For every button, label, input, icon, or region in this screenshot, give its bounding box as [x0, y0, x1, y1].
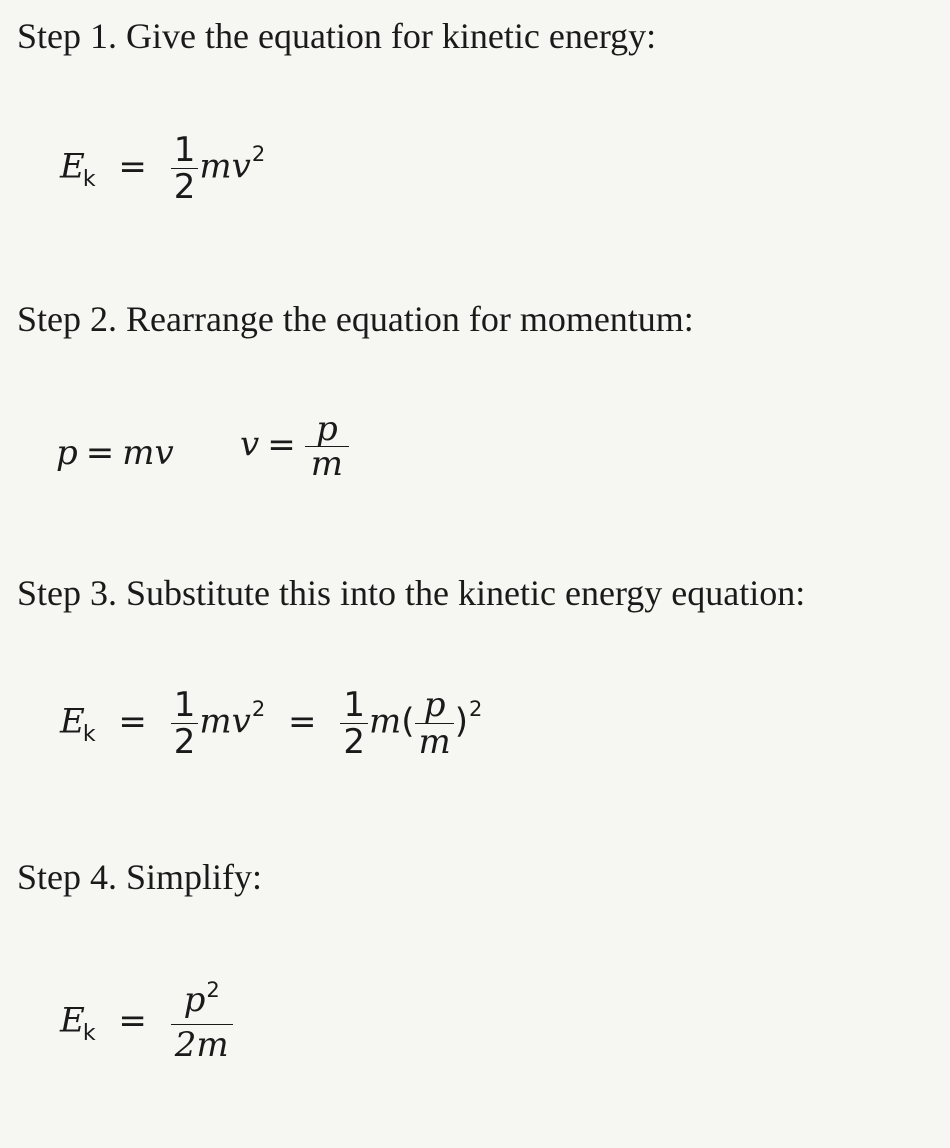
momentum-equation: p = mv	[56, 433, 174, 473]
one-half-fraction: $\frac{1}{2}$	[340, 688, 368, 759]
p-over-m-fraction: $\frac{p}{m}$	[305, 412, 349, 481]
simplified-equation: $E_k$ = $\frac{p^2}{2m}$	[60, 980, 234, 1065]
step-2-heading: Step 2. Rearrange the equation for momentum:	[17, 299, 694, 339]
p-squared-over-2m-fraction: $\frac{p^2}{2m}$	[171, 980, 233, 1065]
one-half-fraction: $\frac{1}{2}$	[171, 133, 199, 204]
velocity-equation: v = $\frac{p}{m}$	[240, 412, 350, 481]
step-3-heading: Step 3. Substitute this into the kinetic energy equation:	[17, 573, 806, 613]
step-1-heading: Step 1. Give the equation for kinetic energy:	[17, 16, 657, 56]
substitution-equation: $E_k$ = $\frac{1}{2}$ $mv^2$ = $\frac{1}{2}$ m( $\frac{p}{m}$ )$^2$	[60, 685, 483, 762]
one-half-fraction: $\frac{1}{2}$	[171, 688, 199, 759]
p-over-m-fraction: $\frac{p}{m}$	[415, 688, 453, 759]
step-4-heading: Step 4. Simplify:	[17, 857, 263, 897]
kinetic-energy-equation: $E_k$ = $\frac{1}{2}$ $mv^2$	[60, 130, 266, 207]
